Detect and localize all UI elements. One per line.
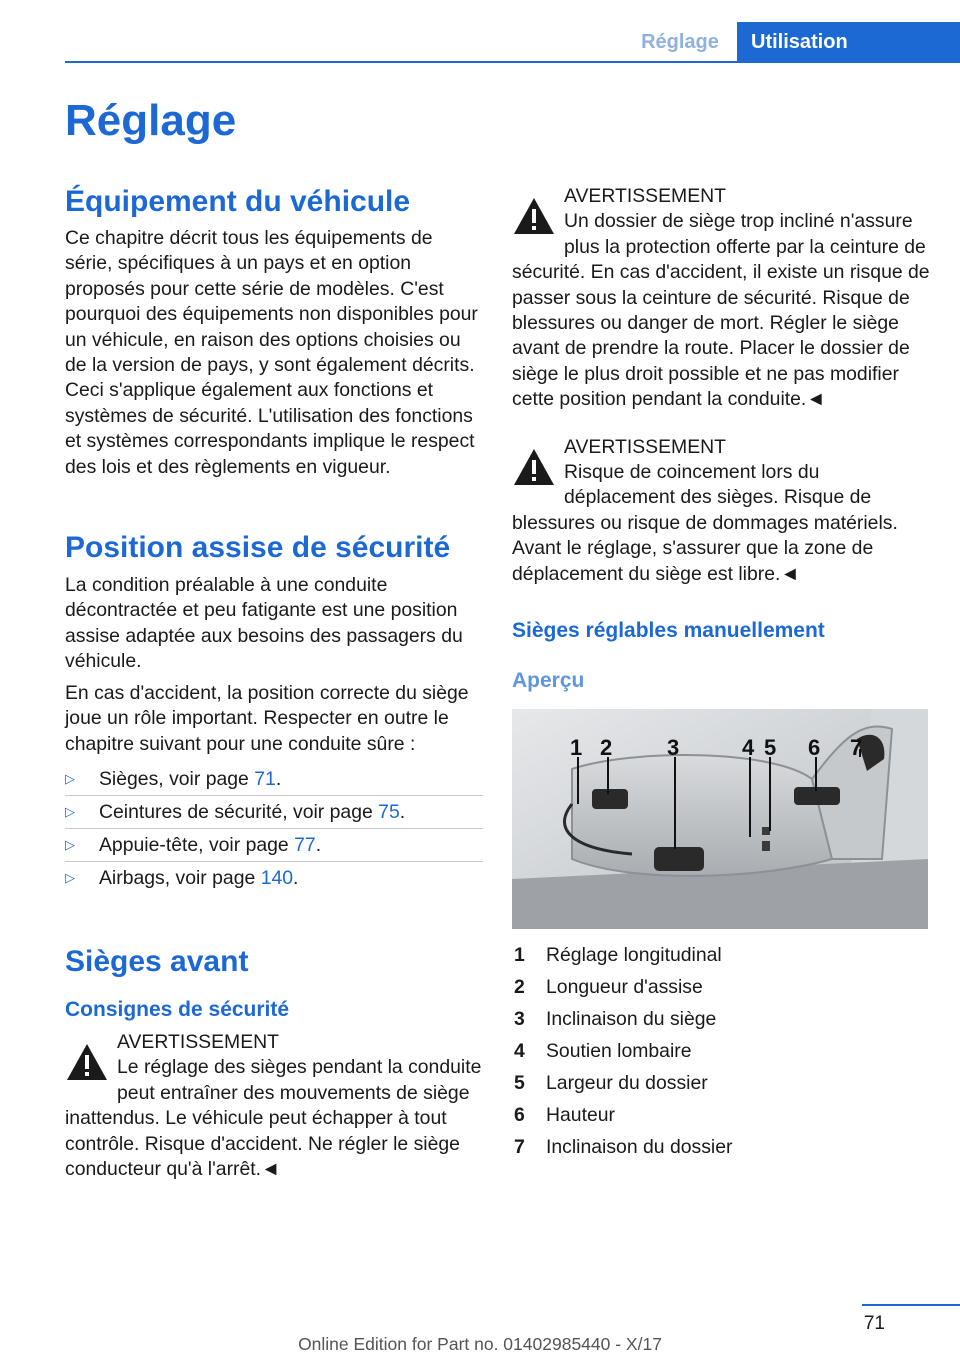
warning-triangle-icon xyxy=(512,447,556,487)
page-link[interactable]: 140 xyxy=(260,866,294,889)
list-item: ▷ Appuie-tête, voir page 77. xyxy=(65,828,483,861)
position-paragraph-2: En cas d'accident, la position correcte du siège joue un rôle important. Respecter en outre le chapitre suivant pour une conduite sûre : xyxy=(65,681,469,755)
legend-item: 5 Largeur du dossier xyxy=(514,1072,708,1095)
legend-item: 6 Hauteur xyxy=(514,1104,615,1127)
triangle-bullet-icon: ▷ xyxy=(65,770,75,786)
left-column xyxy=(65,180,483,1182)
edition-footer: Online Edition for Part no. 01402985440 - X/17 xyxy=(298,1334,662,1354)
photo-label: 4 xyxy=(742,735,755,761)
legend-item: 4 Soutien lombaire xyxy=(514,1040,692,1063)
position-heading: Position assise de sécurité xyxy=(65,531,451,565)
warning-block-2 xyxy=(512,180,930,413)
triangle-bullet-icon: ▷ xyxy=(65,836,75,852)
photo-label: 5 xyxy=(764,735,777,761)
safety-heading: Consignes de sécurité xyxy=(65,997,290,1021)
cross-reference-list xyxy=(65,763,483,894)
warning-text: Un dossier de siège trop incliné n'assure plus la protection offerte par la ceinture de sécurité. En cas d'accident, il existe un risque de passer sous la ceinture de sécurité. Risque de blessures ou danger de mort. Régler le siège avant de prendre la route. Placer le dossier de siège le plus droit possible et ne pas modifier cette position pendant la conduite.◄ xyxy=(512,210,930,411)
photo-label: 7 xyxy=(850,735,863,761)
triangle-bullet-icon: ▷ xyxy=(65,869,75,885)
list-item: ▷ Airbags, voir page 140. xyxy=(65,861,483,894)
overview-heading: Aperçu xyxy=(512,669,585,693)
triangle-bullet-icon: ▷ xyxy=(65,803,75,819)
page-number: 71 xyxy=(863,1313,885,1334)
manual-seats-heading: Sièges réglables manuellement xyxy=(512,619,825,643)
page-title: Réglage xyxy=(65,96,237,145)
warning-block-1 xyxy=(65,1024,483,1182)
photo-label: 1 xyxy=(570,735,583,761)
warning-triangle-icon xyxy=(65,1042,109,1082)
position-paragraph-1: La condition préalable à une conduite décontractée et peu fatigante est une position assise adaptée aux besoins des passagers du véhicule. xyxy=(65,574,463,673)
seat-legend xyxy=(512,939,930,1163)
seat-overview-photo xyxy=(512,709,928,929)
list-item: ▷ Ceintures de sécurité, voir page 75. xyxy=(65,795,483,828)
legend-item: 3 Inclinaison du siège xyxy=(514,1008,717,1031)
list-item: ▷ Sièges, voir page 71. xyxy=(65,763,483,795)
legend-item: 2 Longueur d'assise xyxy=(514,976,703,999)
equipment-heading: Équipement du véhicule xyxy=(65,185,411,218)
footer-rule xyxy=(862,1304,960,1306)
legend-item: 7 Inclinaison du dossier xyxy=(514,1136,733,1159)
warning-label: AVERTISSEMENT xyxy=(117,1030,279,1053)
right-column xyxy=(512,180,930,1163)
page-link[interactable]: 77 xyxy=(294,833,316,856)
seat-illustration xyxy=(512,709,928,929)
header-tab-reglage[interactable]: Réglage xyxy=(641,31,719,53)
warning-text: Risque de coincement lors du déplacement des sièges. Risque de blessures ou risque de dommages matériels. Avant le réglage, s'assurer que la zone de déplacement du siège est libre.◄ xyxy=(512,461,898,585)
legend-item: 1 Réglage longitudinal xyxy=(514,944,722,967)
page-link[interactable]: 71 xyxy=(254,767,276,790)
header-rule xyxy=(65,61,960,63)
photo-label: 2 xyxy=(600,735,613,761)
header-tab-utilisation[interactable]: Utilisation xyxy=(737,22,960,63)
warning-block-3 xyxy=(512,429,930,587)
warning-text: Le réglage des sièges pendant la conduite peut entraîner des mouvements de siège inattendus. Le véhicule peut échapper à tout contrôle. Risque d'accident. Ne régler le siège conducteur qu'à l'arrêt.◄ xyxy=(65,1056,482,1180)
warning-label: AVERTISSEMENT xyxy=(564,185,726,207)
page-link[interactable]: 75 xyxy=(378,800,400,823)
photo-label: 3 xyxy=(667,735,680,761)
equipment-body: Ce chapitre décrit tous les équipements de série, spécifiques à un pays et en option proposés pour cette série de modèles. C'est pourquoi des équipements non disponibles pour un véhicule, en raison des options choisies ou de la version de pays, y sont également décrits. Ceci s'applique également aux fonctions et systèmes de sécurité. L'utilisation des fonctions et systèmes correspondants implique le respect des lois et des règlements en vigueur. xyxy=(65,227,478,478)
warning-label: AVERTISSEMENT xyxy=(564,435,726,458)
warning-triangle-icon xyxy=(512,196,556,236)
front-seats-heading: Sièges avant xyxy=(65,944,249,978)
photo-label: 6 xyxy=(808,735,821,761)
